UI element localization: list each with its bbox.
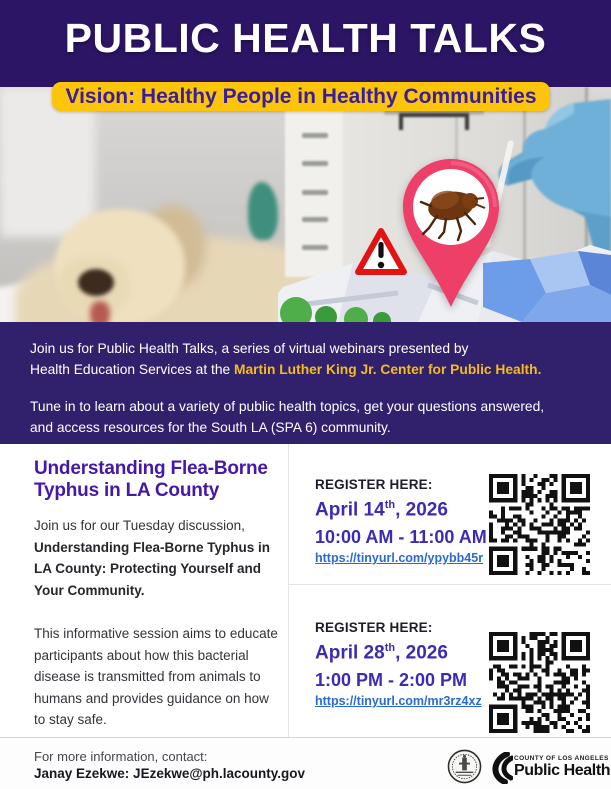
event-paragraph-1-bold: Understanding Flea-Borne Typhus in LA County: Protecting Yourself and Your Community. xyxy=(34,539,271,598)
intro-section xyxy=(0,322,611,444)
hero-photo xyxy=(0,87,611,322)
event-details-section xyxy=(0,444,611,737)
drawer-handle xyxy=(302,161,328,166)
intro-paragraph-2 xyxy=(30,396,590,438)
location-pin-icon xyxy=(401,158,501,309)
intro-line-4: and access resources for the South LA (SPA 6) community. xyxy=(30,420,391,435)
public-health-brace-icon xyxy=(487,752,513,784)
event-paragraph-1-intro: Join us for our Tuesday discussion, xyxy=(34,518,245,533)
session-card-april-28 xyxy=(315,620,495,710)
session-date xyxy=(315,499,495,521)
clipboard-clip xyxy=(399,113,469,130)
date-ordinal: th xyxy=(384,642,396,654)
date-day: April 28 xyxy=(315,642,385,664)
date-day: April 14 xyxy=(315,499,385,521)
date-year: , 2026 xyxy=(395,642,448,664)
contact-name-email: Janay Ezekwe: JEzekwe@ph.lacounty.gov xyxy=(34,766,306,781)
vision-banner: Vision: Healthy People in Healthy Communities xyxy=(52,82,550,111)
agency-name-label: Public Health xyxy=(514,762,611,779)
session-time: 1:00 PM - 2:00 PM xyxy=(315,670,468,691)
footer xyxy=(0,737,611,789)
date-ordinal: th xyxy=(384,499,396,511)
horizontal-divider xyxy=(289,584,611,585)
registration-link[interactable]: https://tinyurl.com/ypybb45r xyxy=(315,551,484,566)
session-date xyxy=(315,642,495,664)
drawer-handle xyxy=(302,133,328,138)
intro-line-2: Health Education Services at the xyxy=(30,362,235,377)
public-health-logo xyxy=(487,750,611,786)
qr-code-april-28 xyxy=(489,632,590,733)
register-label: REGISTER HERE: xyxy=(315,620,433,635)
session-card-april-14 xyxy=(315,477,495,567)
session-time: 10:00 AM - 11:00 AM xyxy=(315,527,487,548)
drawer-handle xyxy=(302,190,328,195)
intro-paragraph-1 xyxy=(30,338,590,380)
event-paragraph-2: This informative session aims to educate participants about how this bacterial disease is transmitted from animals to humans and provides guidance on how to stay safe. xyxy=(34,626,278,727)
warning-triangle-icon xyxy=(355,226,407,279)
qr-code-april-14 xyxy=(489,474,590,575)
contact-intro: For more information, contact: xyxy=(34,749,208,764)
event-description-column xyxy=(34,458,278,731)
registration-link[interactable]: https://tinyurl.com/mr3rz4xz xyxy=(315,694,482,709)
register-label: REGISTER HERE: xyxy=(315,477,433,492)
header xyxy=(0,0,611,87)
event-title: Understanding Flea-Borne Typhus in LA County xyxy=(34,458,268,501)
dog-nose xyxy=(78,269,114,296)
intro-line-3: Tune in to learn about a variety of public health topics, get your questions answered, xyxy=(30,399,545,414)
agency-county-label: COUNTY OF LOS ANGELES xyxy=(514,755,609,762)
vertical-divider xyxy=(288,444,289,737)
drawer-handle xyxy=(302,217,328,222)
flyer-title: PUBLIC HEALTH TALKS xyxy=(64,15,547,61)
plant-photo xyxy=(248,182,278,240)
la-county-seal-logo xyxy=(447,749,482,784)
mlk-center-highlight: Martin Luther King Jr. Center for Public Health. xyxy=(234,362,542,377)
intro-line-1: Join us for Public Health Talks, a series of virtual webinars presented by xyxy=(30,341,469,356)
event-paragraph-1 xyxy=(34,515,278,601)
date-year: , 2026 xyxy=(395,499,448,521)
dog-tongue xyxy=(90,301,110,322)
